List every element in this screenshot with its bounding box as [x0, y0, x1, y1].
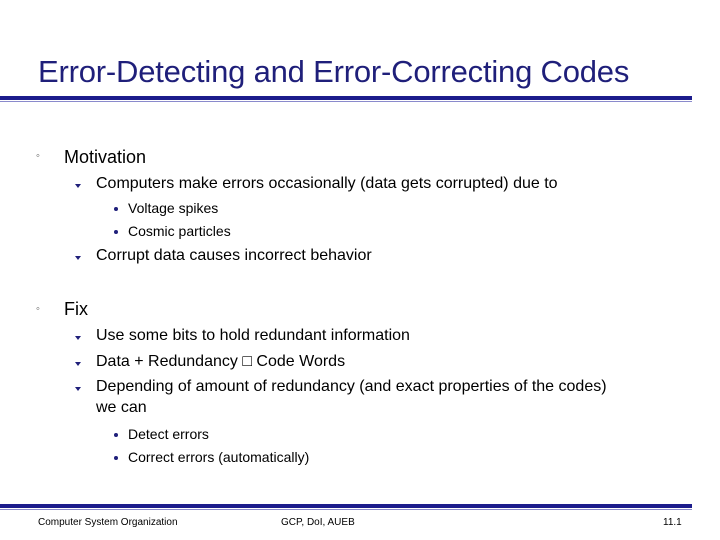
circle-bullet-icon: ◦ — [36, 150, 40, 162]
footer-rule — [0, 504, 692, 508]
motivation-item-2: Corrupt data causes incorrect behavior — [96, 247, 372, 264]
triangle-bullet-icon — [75, 362, 81, 366]
fix-subitem-1: Detect errors — [128, 426, 209, 442]
footer-institution: GCP, DoI, AUEB — [281, 517, 355, 528]
title-rule — [0, 96, 692, 100]
dot-bullet-icon — [114, 207, 118, 211]
footer-course: Computer System Organization — [38, 517, 178, 528]
footer-page-number: 11.1 — [663, 517, 682, 528]
dot-bullet-icon — [114, 433, 118, 437]
fix-heading: Fix — [64, 299, 88, 319]
motivation-subitem-2: Cosmic particles — [128, 223, 231, 239]
dot-bullet-icon — [114, 456, 118, 460]
triangle-bullet-icon — [75, 336, 81, 340]
footer-rule-thin — [0, 509, 692, 510]
triangle-bullet-icon — [75, 256, 81, 260]
fix-item-1: Use some bits to hold redundant information — [96, 327, 410, 344]
motivation-item-1: Computers make errors occasionally (data gets corrupted) due to — [96, 175, 558, 192]
fix-item-3-continuation: we can — [96, 399, 147, 416]
title-rule-thin — [0, 101, 692, 102]
fix-subitem-2: Correct errors (automatically) — [128, 449, 310, 465]
slide-title: Error-Detecting and Error-Correcting Codes — [38, 54, 630, 89]
fix-item-2: Data + Redundancy □ Code Words — [96, 353, 346, 370]
circle-bullet-icon: ◦ — [36, 303, 40, 315]
motivation-subitem-1: Voltage spikes — [128, 200, 219, 216]
fix-item-3: Depending of amount of redundancy (and exact properties of the codes) — [96, 378, 607, 395]
motivation-heading: Motivation — [64, 147, 147, 167]
triangle-bullet-icon — [75, 387, 81, 391]
dot-bullet-icon — [114, 230, 118, 234]
triangle-bullet-icon — [75, 184, 81, 188]
